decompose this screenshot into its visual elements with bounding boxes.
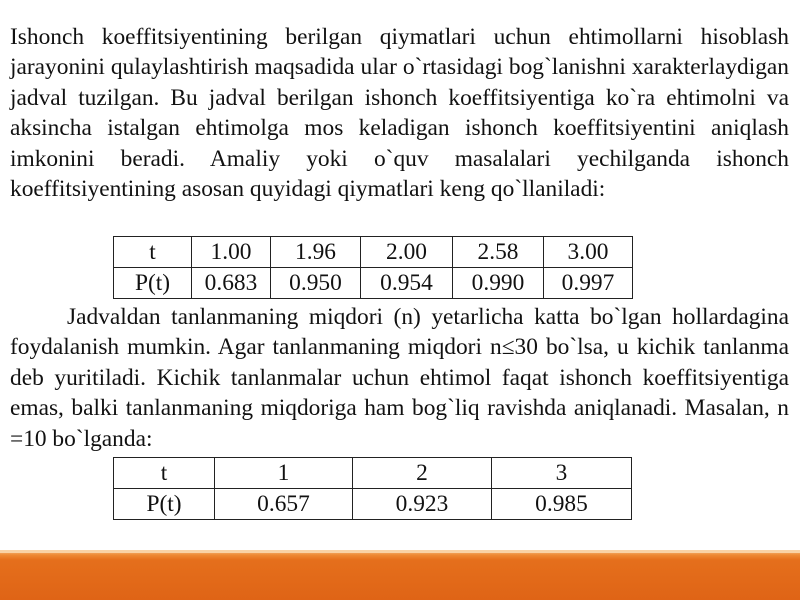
table-cell: 1.00: [192, 237, 271, 268]
table-row-p: [114, 489, 632, 520]
paragraph-small-sample: Jadvaldan tanlanmaning miqdori (n) yetarlicha katta bo`lgan hollardagina foydalanish mumkin. Agar tanlanmaning miqdori n≤30 bo`lsa, u kichik tanlanma deb yuritiladi. Kichik tanlanmalar uchun ehtimol faqat ishonch koeffitsiyentiga emas, balki tanlanmaning miqdoriga ham bog`liq ravishda aniqlanadi. Masalan, n =10 bo`lganda:: [10, 304, 789, 452]
table-cell: 2: [353, 458, 492, 489]
table-cell: 1.96: [271, 237, 361, 268]
footer-band-highlight: [0, 550, 800, 553]
table-cell: 2.58: [453, 237, 544, 268]
table-row-p: [114, 268, 633, 299]
probability-table-large-sample: [113, 236, 633, 299]
table-cell: 0.657: [215, 489, 353, 520]
table-row-t: [114, 458, 632, 489]
table-cell: P(t): [114, 489, 215, 520]
table-cell: 1: [215, 458, 353, 489]
table-cell: 2.00: [361, 237, 453, 268]
table-cell: 3.00: [544, 237, 633, 268]
table-cell: 0.985: [492, 489, 632, 520]
probability-table-small-sample: [113, 457, 632, 520]
table-cell: 0.923: [353, 489, 492, 520]
table-cell: 0.990: [453, 268, 544, 299]
table-cell: t: [114, 458, 215, 489]
table-cell: 3: [492, 458, 632, 489]
table-cell: P(t): [114, 268, 192, 299]
table-cell: 0.954: [361, 268, 453, 299]
table-cell: 0.950: [271, 268, 361, 299]
table-cell: 0.683: [192, 268, 271, 299]
footer-band: [0, 550, 800, 600]
table-cell: t: [114, 237, 192, 268]
table-row-t: [114, 237, 633, 268]
table-cell: 0.997: [544, 268, 633, 299]
paragraph-intro: Ishonch koeffitsiyentining berilgan qiymatlari uchun ehtimollarni hisoblash jarayonini qulaylashtirish maqsadida ular o`rtasidagi bog`lanishni xarakterlaydigan jadval tuzilgan. Bu jadval berilgan ishonch koeffitsiyentiga ko`ra ehtimolni va aksincha istalgan ehtimolga mos keladigan ishonch koeffitsiyentini aniqlash imkonini beradi. Amaliy yoki o`quv masalalari yechilganda ishonch koeffitsiyentining asosan quyidagi qiymatlari keng qo`llaniladi:: [10, 24, 789, 203]
